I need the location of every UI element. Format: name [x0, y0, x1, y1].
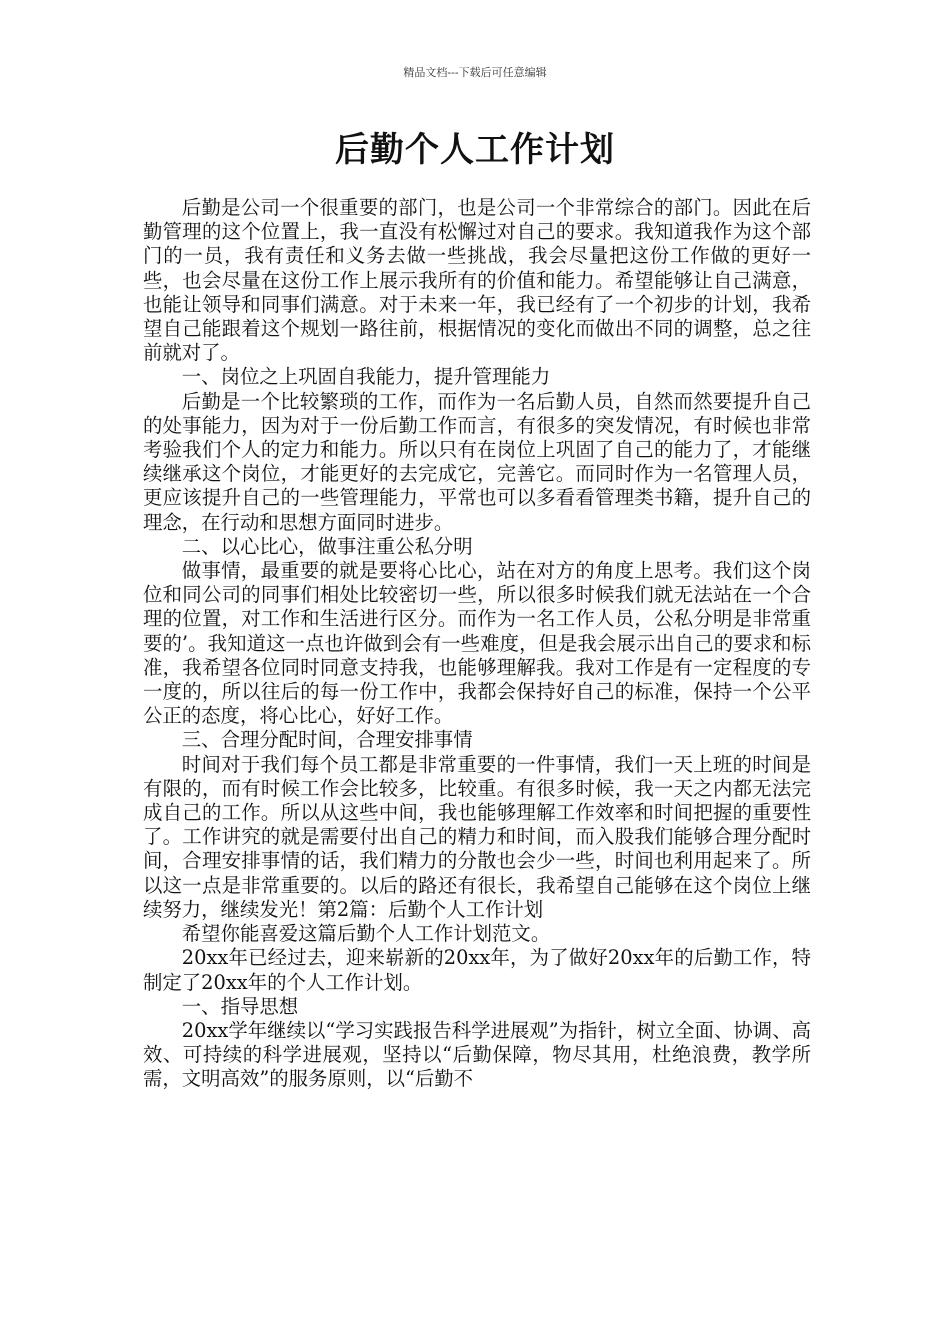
section-heading-1: 一、岗位之上巩固自我能力，提升管理能力 [181, 365, 551, 389]
section-2-paragraph: 做事情，最重要的就是要将心比心，站在对方的角度上思考。我们这个岗位和同公司的同事们相处比较密切一些，所以很多时候我们就无法站在一个合理的位置，对工作和生活进行区分。而作为一名工作人员，公私分明是非常重要的’。我知道这一点也许做到会有一些难度，但是我会展示出自己的要求和标准，我希望各位同时同意支持我，也能够理解我。我对工作是有一定程度的专一度的，所以往后的每一份工作中，我都会保持好自己的标准，保持一个公平公正的态度，将心比心，好好工作。 [143, 559, 811, 728]
document-title: 后勤个人工作计划 [335, 130, 615, 170]
header-note: 精品文档---下载后可任意编辑 [403, 66, 547, 79]
closing-wish-paragraph: 希望你能喜爱这篇后勤个人工作计划范文。 [181, 922, 551, 946]
second-intro-paragraph: 20xx年已经过去，迎来崭新的20xx年，为了做好20xx年的后勤工作，特制定了20xx年的个人工作计划。 [143, 946, 811, 994]
section-1-paragraph: 后勤是一个比较繁琐的工作，而作为一名后勤人员，自然而然要提升自己的处事能力，因为对于一份后勤工作而言，有很多的突发情况，有时候也非常考验我们个人的定力和能力。所以只有在岗位上巩固了自己的能力了，才能继续继承这个岗位，才能更好的去完成它，完善它。而同时作为一名管理人员，更应该提升自己的一些管理能力，平常也可以多看看管理类书籍，提升自己的理念，在行动和思想方面同时进步。 [143, 389, 811, 534]
guiding-heading: 一、指导思想 [181, 994, 299, 1018]
document-body [143, 196, 811, 1092]
section-heading-3: 三、合理分配时间，合理安排事情 [181, 728, 473, 752]
guiding-paragraph: 20xx学年继续以“学习实践报告科学进展观”为指针，树立全面、协调、高效、可持续的科学进展观，坚持以“后勤保障，物尽其用，杜绝浪费，教学所需，文明高效”的服务原则，以“后勤不 [143, 1018, 811, 1091]
section-heading-2: 二、以心比心，做事注重公私分明 [181, 534, 473, 558]
intro-paragraph: 后勤是公司一个很重要的部门，也是公司一个非常综合的部门。因此在后勤管理的这个位置上，我一直没有松懈过对自己的要求。我知道我作为这个部门的一员，我有责任和义务去做一些挑战，我会尽量把这份工作做的更好一些，也会尽量在这份工作上展示我所有的价值和能力。希望能够让自己满意，也能让领导和同事们满意。对于未来一年，我已经有了一个初步的计划，我希望自己能跟着这个规划一路往前，根据情况的变化而做出不同的调整，总之往前就对了。 [143, 196, 811, 365]
section-3-paragraph: 时间对于我们每个员工都是非常重要的一件事情，我们一天上班的时间是有限的，而有时候工作会比较多，比较重。有很多时候，我一天之内都无法完成自己的工作。所以从这些中间，我也能够理解工作效率和时间把握的重要性了。工作讲究的就是需要付出自己的精力和时间，而入股我们能够合理分配时间，合理安排事情的话，我们精力的分散也会少一些，时间也利用起来了。所以这一点是非常重要的。以后的路还有很长，我希望自己能够在这个岗位上继续努力，继续发光！第2篇：后勤个人工作计划 [143, 752, 811, 921]
